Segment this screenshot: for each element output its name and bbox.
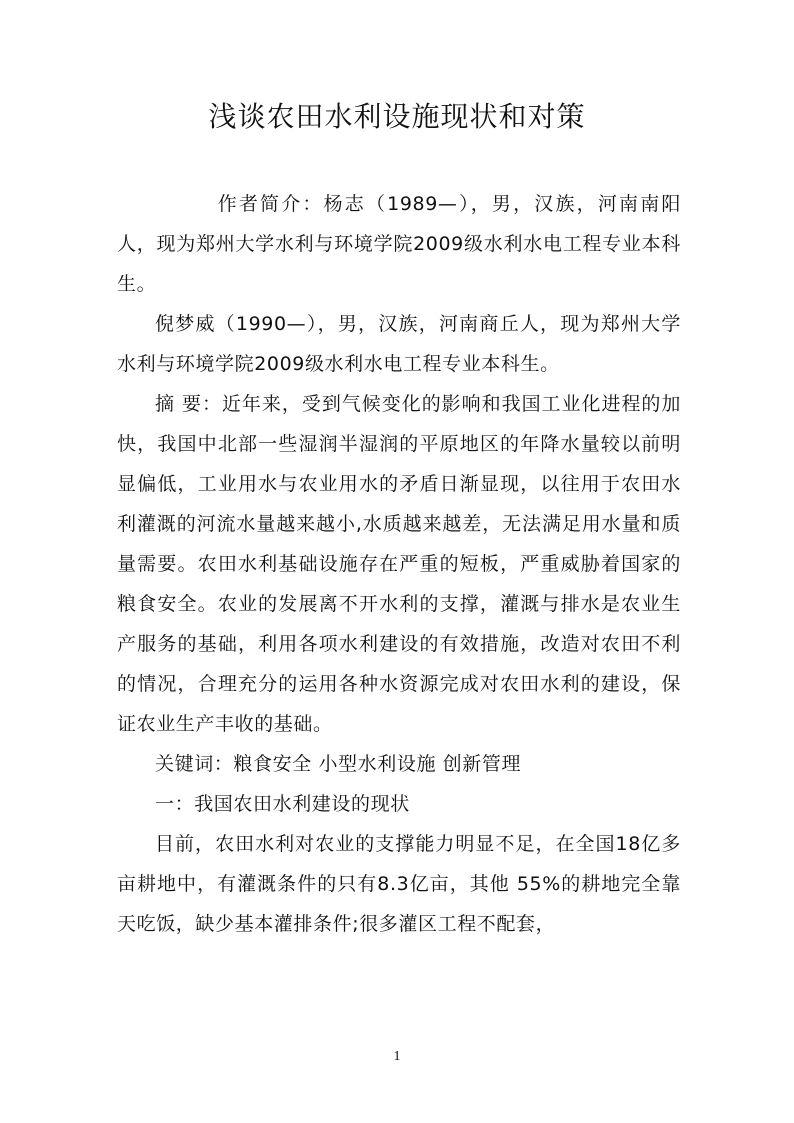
page-number: 1 — [393, 1049, 401, 1064]
author-intro-paragraph: 作者简介：杨志（1989—），男，汉族，河南南阳人，现为郑州大学水利与环境学院2009级水利水电工程专业本科生。 — [117, 193, 681, 295]
body-paragraph: 目前，农田水利对农业的支撑能力明显不足，在全国18亿多亩耕地中，有灌溉条件的只有8.3亿亩，其他 55%的耕地完全靠天吃饭，缺少基本灌排条件;很多灌区工程不配套， — [117, 833, 681, 935]
coauthor-intro-paragraph: 倪梦威（1990—），男，汉族，河南商丘人，现为郑州大学水利与环境学院2009级水利水电工程专业本科生。 — [117, 313, 681, 375]
abstract-paragraph: 摘 要：近年来，受到气候变化的影响和我国工业化进程的加快，我国中北部一些湿润半湿润的平原地区的年降水量较以前明显偏低，工业用水与农业用水的矛盾日渐显现，以往用于农田水利灌溉的河流水量越来越小,水质越来越差，无法满足用水量和质量需要。农田水利基础设施存在严重的短板，严重威胁着国家的粮食安全。农业的发展离不开水利的支撑，灌溉与排水是农业生产服务的基础，利用各项水利建设的有效措施，改造对农田不利的情况，合理充分的运用各种水资源完成对农田水利的建设，保证农业生产丰收的基础。 — [117, 393, 681, 735]
document-title: 浅谈农田水利设施现状和对策 — [208, 100, 586, 133]
section-heading: 一：我国农田水利建设的现状 — [155, 793, 410, 815]
document-body — [117, 184, 681, 944]
keywords-paragraph: 关键词：粮食安全 小型水利设施 创新管理 — [155, 753, 522, 775]
